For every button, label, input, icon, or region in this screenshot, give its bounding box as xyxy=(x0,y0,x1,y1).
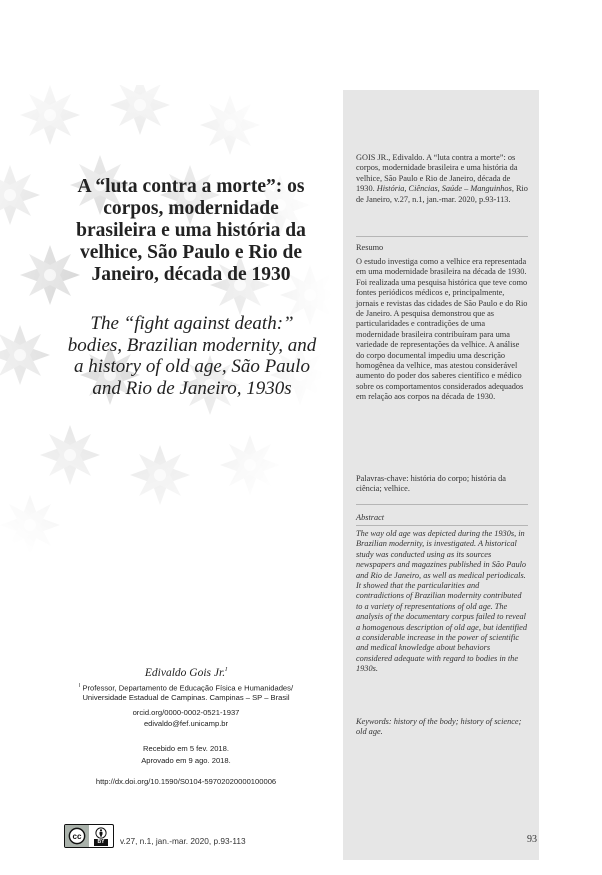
sidebar-divider xyxy=(356,504,528,505)
article-title-english: The “fight against death:” bodies, Brazilian modernity, and a history of old age, São Paulo and Rio de Janeiro, 1930s xyxy=(67,313,317,399)
citation-authors-title: GOIS JR., Edivaldo. A “luta contra a morte”: os corpos, modernidade brasileira e uma história da velhice, São Paulo e Rio de Janeiro, década de 1930. xyxy=(356,153,518,194)
received-date: Recebido em 5 fev. 2018. xyxy=(143,743,229,753)
abstract-text: The way old age was depicted during the 1930s, in Brazilian modernity, is investigated. A historical study was conducted using as its sources newspapers and magazines published in São Paulo and Rio de Janeiro, as well as medical periodicals. It showed that the particularities and contradictions of Brazilian modernity contributed to a variety of representations of old age. The analysis of the documentary corpus failed to reveal a homogenous description of old age, but identified a considerable increase in the power of scientific and medical knowledge about behaviors considered adequate with regard to bodies in the 1930s. xyxy=(356,529,527,674)
keywords: Keywords: history of the body; history of science; old age. xyxy=(356,717,522,737)
affiliation-superscript: I xyxy=(78,683,81,689)
resumo-text: O estudo investiga como a velhice era representada em uma modernidade brasileira na década de 1930. Foi realizada uma pesquisa histórica que teve como fontes periódicos médicos e, principalmente, jornais e revistas das cidades de São Paulo e do Rio de Janeiro. A pesquisa demonstrou que as particularidades e contradições de uma modernidade brasileira contribuíram para uma variedade de representações da velhice. A análise do corpo documental impediu uma descrição homogênea da velhice, mas atestou considerável aumento do poder dos saberes científico e médico sobre os comportamentos considerados adequados em relação aos corpos na década de 1930. xyxy=(356,257,528,402)
by-label: BY xyxy=(94,839,109,846)
abstract-heading: Abstract xyxy=(356,513,385,522)
author-orcid[interactable]: orcid.org/0000-0002-0521-1937 xyxy=(132,707,240,717)
author-affiliation xyxy=(68,682,304,702)
resumo-heading: Resumo xyxy=(356,243,384,252)
author-email[interactable]: edivaldo@fef.unicamp.br xyxy=(143,719,229,729)
author-block xyxy=(68,667,304,786)
sidebar-divider xyxy=(356,236,528,237)
palavras-chave: Palavras-chave: história do corpo; história da ciência; velhice. xyxy=(356,474,506,494)
doi-link[interactable]: http://dx.doi.org/10.1590/S0104-59702020000100006 xyxy=(95,776,277,786)
approved-date: Aprovado em 9 ago. 2018. xyxy=(141,755,231,765)
sidebar-divider xyxy=(356,525,528,526)
svg-text:cc: cc xyxy=(72,832,82,842)
attribution-section xyxy=(89,825,113,847)
footer-volume-reference: v.27, n.1, jan.-mar. 2020, p.93-113 xyxy=(120,836,246,846)
affiliation-text: Professor, Departamento de Educação Física e Humanidades/ Universidade Estadual de Campinas. Campinas – SP – Brasil xyxy=(82,683,294,702)
author-name: Edivaldo Gois Jr. xyxy=(144,667,226,679)
citation xyxy=(356,153,528,205)
page-number: 93 xyxy=(527,834,537,845)
submission-dates xyxy=(68,743,304,767)
author-name-line xyxy=(68,667,304,679)
author-superscript: I xyxy=(225,667,228,674)
cc-icon xyxy=(65,825,89,847)
cc-by-license-badge[interactable] xyxy=(64,824,114,848)
attribution-person-icon xyxy=(95,827,107,839)
article-title-portuguese: A “luta contra a morte”: os corpos, modernidade brasileira e uma história da velhice, São Paulo e Rio de Janeiro, década de 1930 xyxy=(76,176,306,285)
citation-journal: História, Ciências, Saúde – Manguinhos xyxy=(376,184,512,194)
citation-details: , Rio de Janeiro, v.27, n.1, jan.-mar. 2020, p.93-113. xyxy=(356,184,528,204)
